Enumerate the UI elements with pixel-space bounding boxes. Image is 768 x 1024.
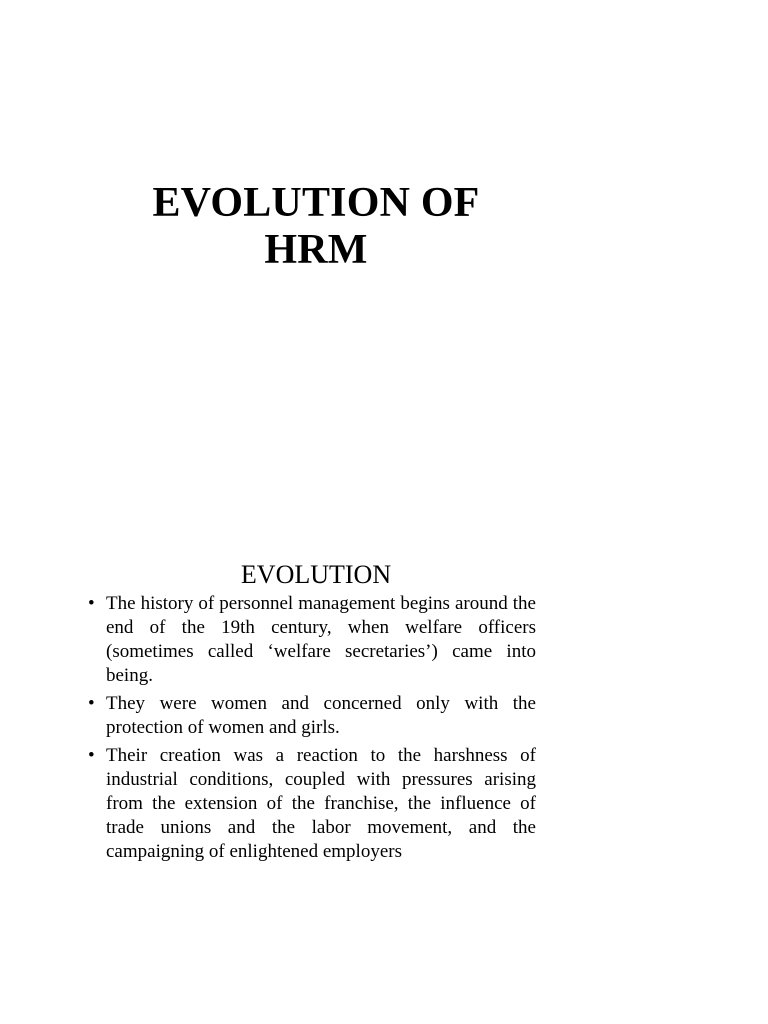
bullet-icon: • [88, 693, 95, 714]
bullet-item [86, 592, 536, 688]
slide-title-line-2: HRM [264, 227, 368, 273]
bullet-item [86, 692, 536, 740]
bullet-text: The history of personnel management begins around the end of the 19th century, when welfare officers (sometimes called ‘welfare secretaries’) came into being. [106, 593, 536, 686]
bullet-list [86, 592, 536, 864]
slide-title [140, 180, 492, 274]
slide-title-line-1: EVOLUTION OF [152, 180, 480, 226]
section-heading: EVOLUTION [240, 560, 392, 589]
bullet-text: Their creation was a reaction to the harshness of industrial conditions, coupled with pressures arising from the extension of the franchise, the influence of trade unions and the labor movement, and the campaigning of enlightened employers [106, 745, 536, 862]
bullet-icon: • [88, 745, 95, 766]
evolution-section [86, 560, 536, 868]
bullet-icon: • [88, 593, 95, 614]
bullet-item [86, 744, 536, 864]
bullet-text: They were women and concerned only with the protection of women and girls. [106, 693, 536, 738]
